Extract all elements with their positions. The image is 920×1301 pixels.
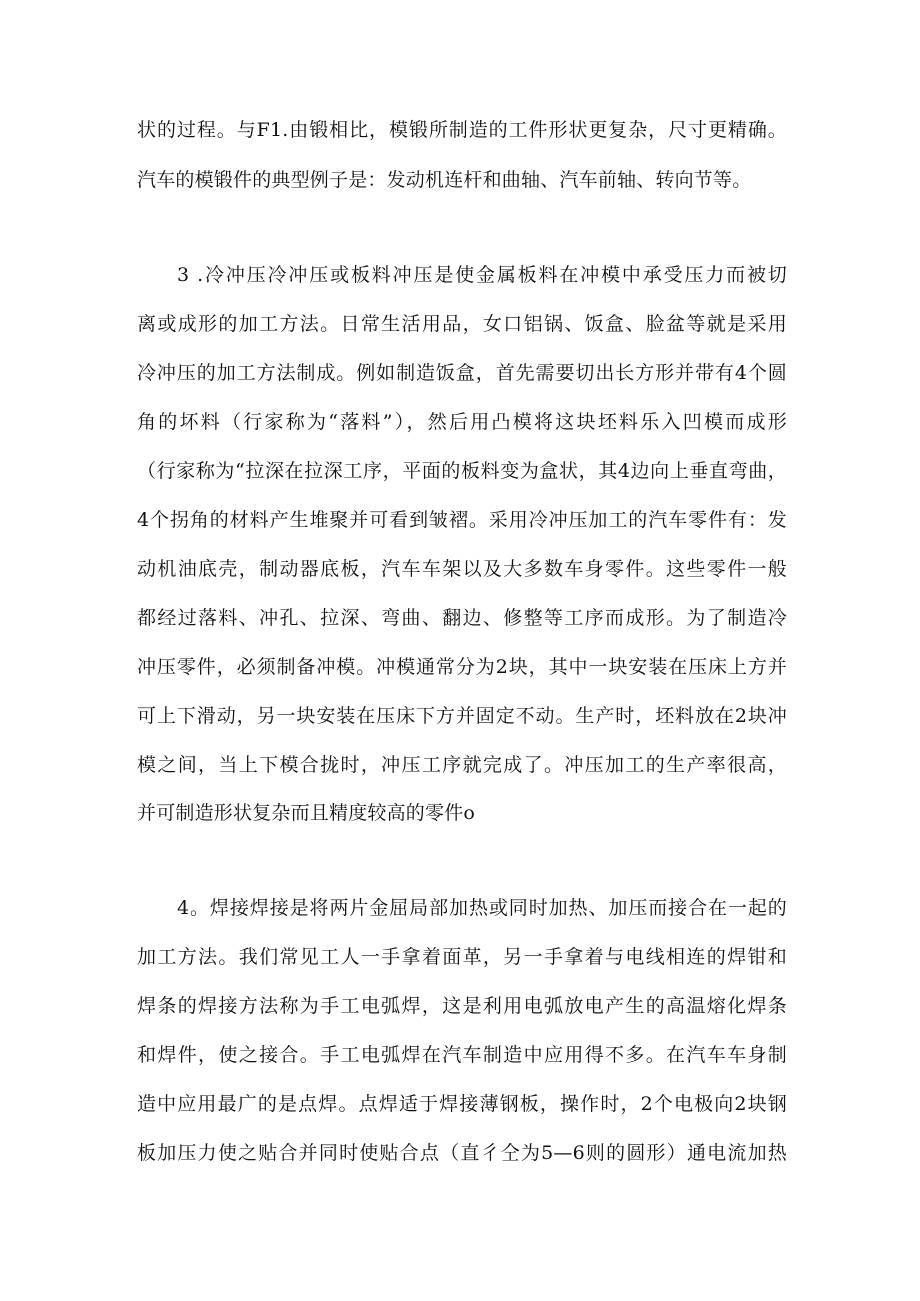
- text-line: 动机油底壳，制动器底板，汽车车架以及大多数车身零件。这些零件一般: [137, 558, 787, 580]
- text-line: 角的坏料（行家称为“落料”），然后用凸模将这块坯料乐入凹模而成形: [137, 411, 787, 433]
- text-line: 和焊件，使之接合。手工电弧焊在汽车制造中应用得不多。在汽车车身制: [137, 1044, 787, 1066]
- text-line: 冷冲压的加工方法制成。例如制造饭盒，首先需要切出长方形并带有4个圆: [137, 362, 787, 384]
- text-line: 造中应用最广的是点焊。点焊适于焊接薄钢板，操作时，2个电极向2块钢: [137, 1093, 787, 1115]
- text-line: 4个拐角的材料产生堆聚并可看到皱褶。采用冷冲压加工的汽车零件有：发: [137, 509, 787, 531]
- text-line: 焊条的焊接方法称为手工电弧焊，这是利用电弧放电产生的高温熔化焊条: [137, 995, 787, 1017]
- text-line: 都经过落料、冲孔、拉深、弯曲、翻边、修整等工序而成形。为了制造冷: [137, 607, 787, 629]
- text-line: 汽车的模锻件的典型例子是：发动机连杆和曲轴、汽车前轴、转向节等。: [137, 169, 752, 191]
- text-line: （行家称为“拉深在拉深工序，平面的板料变为盒状，其4边向上垂直弯曲，: [137, 460, 787, 482]
- text-line: 3 .冷冲压冷冲压或板料冲压是使金属板料在冲模中承受压力而被切: [177, 264, 787, 286]
- text-line: 冲压零件，必须制备冲模。冲模通常分为2块，其中一块安装在压床上方并: [137, 656, 787, 678]
- text-line: 状的过程。与F1.由锻相比，模锻所制造的工件形状更复杂，尺寸更精确。: [137, 119, 787, 141]
- text-line: 板加压力使之贴合并同时使贴合点（直彳仝为5—6则的圆形）通电流加热: [137, 1142, 787, 1164]
- text-line: 4。焊接焊接是将两片金屈局部加热或同时加热、加压而接合在一起的: [177, 897, 787, 919]
- text-line: 加工方法。我们常见工人一手拿着面革，另一手拿着与电线相连的焊钳和: [137, 946, 787, 968]
- text-line: 离或成形的加工方法。日常生活用品，女口铝锅、饭盒、脸盆等就是采用: [137, 313, 787, 335]
- text-line: 并可制造形状复杂而且精度较高的零件o: [137, 802, 476, 824]
- text-line: 模之间，当上下模合拢时，冲压工序就完成了。冲压加工的生产率很高，: [137, 754, 787, 776]
- text-line: 可上下滑动，另一块安装在压床下方并固定不动。生产时，坯料放在2块冲: [137, 705, 787, 727]
